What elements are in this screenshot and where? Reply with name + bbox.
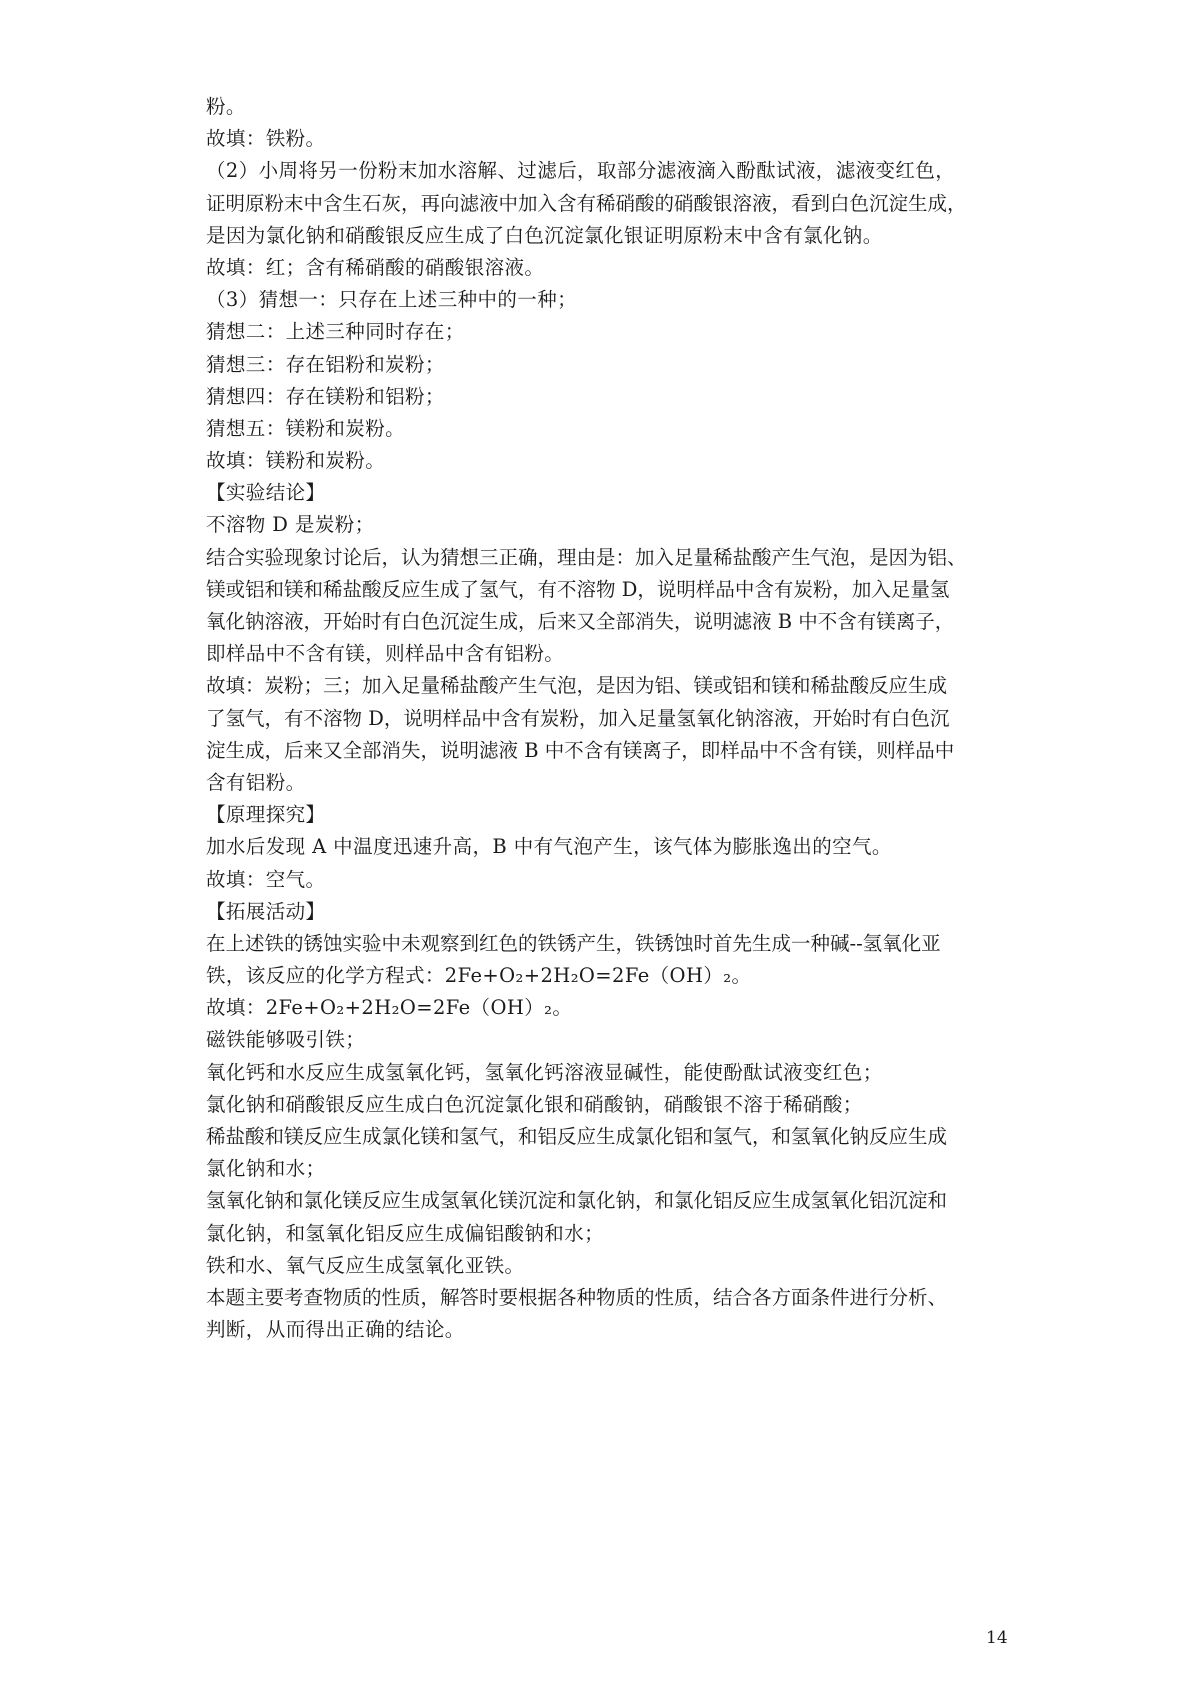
text-line: 结合实验现象讨论后，认为猜想三正确，理由是：加入足量稀盐酸产生气泡，是因为铝、 [206, 545, 967, 569]
section-heading: 【原理探究】 [206, 803, 326, 827]
text-line: 故填：镁粉和炭粉。 [206, 449, 386, 473]
text-line: 证明原粉末中含生石灰，再向滤液中加入含有稀硝酸的硝酸银溶液，看到白色沉淀生成， [206, 191, 967, 215]
text-line: 不溶物 D 是炭粉； [206, 513, 375, 537]
text-line: 镁或铝和镁和稀盐酸反应生成了氢气，有不溶物 D，说明样品中含有炭粉，加入足量氢 [206, 577, 950, 601]
text-line: 粉。 [206, 95, 246, 118]
text-line: 猜想二：上述三种同时存在； [206, 320, 465, 344]
text-line: 了氢气，有不溶物 D，说明样品中含有炭粉，加入足量氢氧化钠溶液，开始时有白色沉 [206, 706, 950, 730]
text-line: 猜想四：存在镁粉和铝粉； [206, 384, 445, 408]
equation-line: 铁，该反应的化学方程式：2Fe+O₂+2H₂O=2Fe（OH）₂。 [206, 964, 752, 988]
text-line: 猜想五：镁粉和炭粉。 [206, 416, 406, 440]
text-line: 铁和水、氧气反应生成氢氧化亚铁。 [206, 1253, 525, 1277]
text-line: 磁铁能够吸引铁； [206, 1028, 366, 1052]
text-line: 判断，从而得出正确的结论。 [206, 1318, 465, 1342]
text-line: 稀盐酸和镁反应生成氯化镁和氢气，和铝反应生成氯化铝和氢气，和氢氧化钠反应生成 [206, 1125, 948, 1148]
equation-line: 故填：2Fe+O₂+2H₂O=2Fe（OH）₂。 [206, 996, 573, 1020]
text-line: 故填：红；含有稀硝酸的硝酸银溶液。 [206, 255, 545, 279]
text-line: 是因为氯化钠和硝酸银反应生成了白色沉淀氯化银证明原粉末中含有氯化钠。 [206, 223, 883, 247]
text-line: 本题主要考查物质的性质，解答时要根据各种物质的性质，结合各方面条件进行分析、 [206, 1285, 948, 1309]
text-line: 氧化钙和水反应生成氢氧化钙，氢氧化钙溶液显碱性，能使酚酞试液变红色； [206, 1060, 883, 1084]
text-line: 故填：空气。 [206, 867, 326, 891]
answer-text-block [206, 91, 1006, 1346]
text-line: 故填：炭粉；三；加入足量稀盐酸产生气泡，是因为铝、镁或铝和镁和稀盐酸反应生成 [206, 674, 948, 698]
text-line: 故填：铁粉。 [206, 127, 326, 151]
text-line: 氯化钠和水； [206, 1157, 326, 1181]
section-heading: 【拓展活动】 [206, 899, 326, 923]
text-line: 即样品中不含有镁，则样品中含有铝粉。 [206, 642, 565, 666]
text-line: 氢氧化钠和氯化镁反应生成氢氧化镁沉淀和氯化钠，和氯化铝反应生成氢氧化铝沉淀和 [206, 1189, 948, 1213]
text-line: 氯化钠，和氢氧化铝反应生成偏铝酸钠和水； [206, 1221, 605, 1245]
text-line: 淀生成，后来又全部消失，说明滤液 B 中不含有镁离子，即样品中不含有镁，则样品中 [206, 738, 955, 762]
text-line: 氯化钠和硝酸银反应生成白色沉淀氯化银和硝酸钠，硝酸银不溶于稀硝酸； [206, 1092, 863, 1116]
text-line: 在上述铁的锈蚀实验中未观察到红色的铁锈产生，铁锈蚀时首先生成一种碱--氢氧化亚 [206, 931, 941, 955]
text-line: （3）猜想一：只存在上述三种中的一种； [206, 288, 578, 312]
page-number: 14 [986, 1628, 1008, 1648]
text-line: （2）小周将另一份粉末加水溶解、过滤后，取部分滤液滴入酚酞试液，滤液变红色， [206, 159, 956, 183]
text-line: 氧化钠溶液，开始时有白色沉淀生成，后来又全部消失，说明滤液 B 中不含有镁离子， [206, 610, 955, 633]
text-line: 猜想三：存在铝粉和炭粉； [206, 352, 445, 376]
text-line: 加水后发现 A 中温度迅速升高，B 中有气泡产生，该气体为膨胀逸出的空气。 [206, 835, 892, 859]
text-line: 含有铝粉。 [206, 770, 306, 794]
section-heading: 【实验结论】 [206, 481, 326, 505]
